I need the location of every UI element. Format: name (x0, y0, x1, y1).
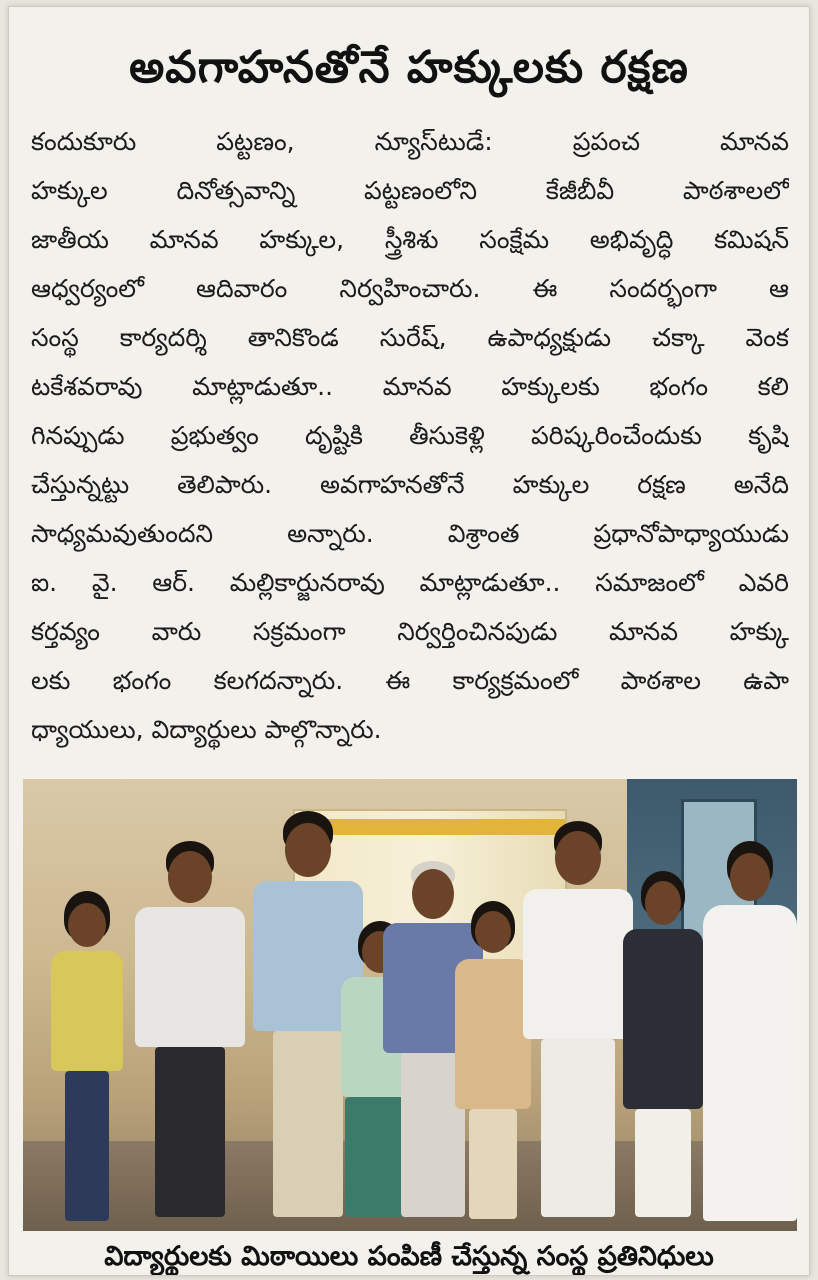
person-figure (623, 871, 703, 1221)
article-line: లకు భంగం కలగదన్నారు. ఈ కార్యక్రమంలో పాఠశాల ఉపా (31, 666, 789, 695)
article-line: జాతీయ మానవ హక్కుల, స్త్రీశిశు సంక్షేమ అభివృద్ధి కమిషన్ (31, 225, 789, 254)
person-figure (523, 821, 633, 1221)
article-line: హక్కుల దినోత్సవాన్ని పట్టణంలోని కేజీబీవీ పాఠశాలలో (31, 176, 789, 205)
article-line: కందుకూరు పట్టణం, న్యూస్‌టుడే: ప్రపంచ మానవ (31, 127, 789, 156)
article-body (31, 117, 789, 754)
article-headline: అవగాహనతోనే హక్కులకు రక్షణ (129, 42, 689, 93)
article-line: గినప్పుడు ప్రభుత్వం దృష్టికి తీసుకెళ్లి పరిష్కరించేందుకు కృషి (31, 421, 789, 450)
photo-caption: విద్యార్థులకు మిఠాయిలు పంపిణీ చేస్తున్న సంస్థ ప్రతినిధులు (104, 1241, 714, 1272)
person-figure (703, 841, 797, 1221)
person-figure (51, 891, 123, 1221)
person-figure (455, 901, 531, 1221)
article-line: ధ్యాయులు, విద్యార్థులు పాల్గొన్నారు. (31, 715, 382, 744)
article-line: ఐ. వై. ఆర్. మల్లికార్జునరావు మాట్లాడుతూ.. సమాజంలో ఎవరి (31, 568, 789, 597)
person-figure (135, 841, 245, 1221)
article-line: సాధ్యమవుతుందని అన్నారు. విశ్రాంత ప్రధానోపాధ్యాయుడు (31, 519, 789, 548)
article-line: చేస్తున్నట్టు తెలిపారు. అవగాహనతోనే హక్కుల రక్షణ అనేది (31, 470, 789, 499)
article-line: సంస్థ కార్యదర్శి తానికొండ సురేష్, ఉపాధ్యక్షుడు చక్కా వెంక (31, 323, 789, 352)
article-line: టకేశవరావు మాట్లాడుతూ.. మానవ హక్కులకు భంగం కలి (31, 372, 789, 401)
event-photo (23, 779, 797, 1231)
newspaper-clipping (8, 6, 810, 1276)
article-line: కర్తవ్యం వారు సక్రమంగా నిర్వర్తించినపుడు మానవ హక్కు (31, 617, 789, 646)
article-line: ఆధ్వర్యంలో ఆదివారం నిర్వహించారు. ఈ సందర్భంగా ఆ (31, 274, 789, 303)
